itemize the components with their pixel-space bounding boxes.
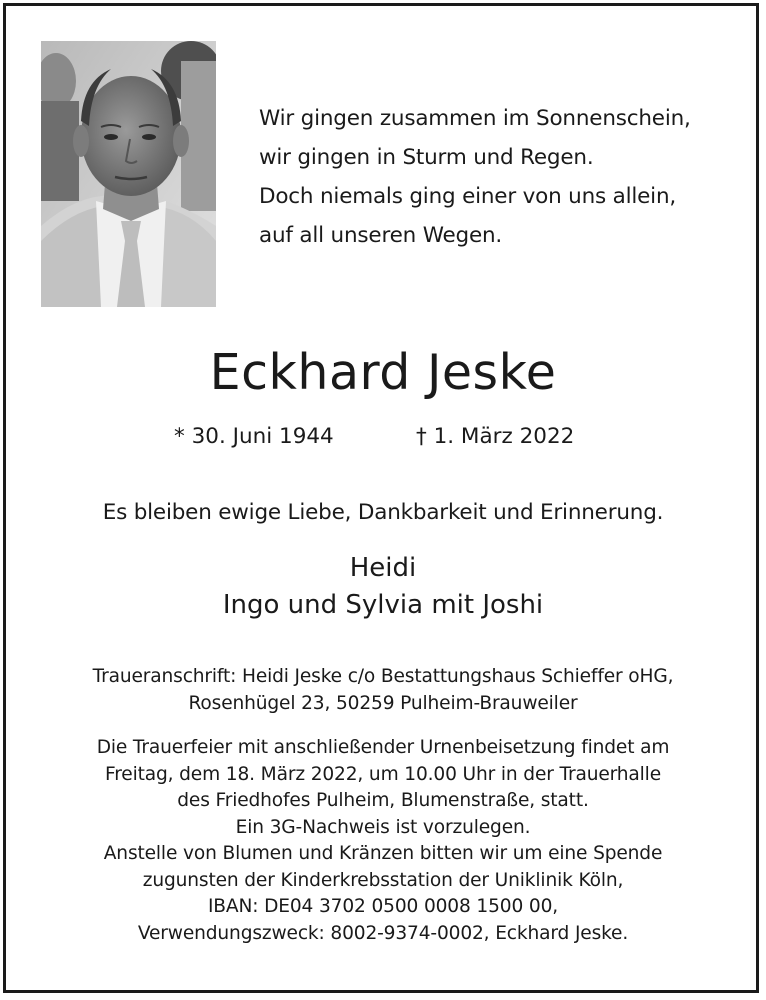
address-line: Traueranschrift: Heidi Jeske c/o Bestattungshaus Schieffer oHG, bbox=[92, 666, 674, 687]
ceremony-line: Ein 3G-Nachweis ist vorzulegen. bbox=[235, 816, 531, 838]
family-line: Ingo und Sylvia mit Joshi bbox=[222, 590, 544, 620]
ceremony-line: zugunsten der Kinderkrebsstation der Uniklinik Köln, bbox=[142, 869, 624, 891]
poem-line: Wir gingen zusammen im Sonnenschein, bbox=[259, 106, 691, 131]
poem bbox=[259, 99, 739, 255]
address-line: Rosenhügel 23, 50259 Pulheim-Brauweiler bbox=[188, 692, 578, 714]
remembrance-sentence: Es bleiben ewige Liebe, Dankbarkeit und Erinnerung. bbox=[102, 500, 664, 525]
ceremony-line: des Friedhofes Pulheim, Blumenstraße, statt. bbox=[177, 790, 589, 811]
ceremony-line: Verwendungszweck: 8002-9374-0002, Eckhard Jeske. bbox=[137, 922, 629, 944]
family-line: Heidi bbox=[349, 553, 417, 583]
poem-line: wir gingen in Sturm und Regen. bbox=[259, 145, 594, 170]
ceremony-line: Die Trauerfeier mit anschließender Urnenbeisetzung findet am bbox=[96, 737, 670, 758]
ceremony-line: Freitag, dem 18. März 2022, um 10.00 Uhr in der Trauerhalle bbox=[105, 763, 661, 785]
family-names bbox=[0, 550, 766, 624]
portrait-photo bbox=[41, 41, 216, 307]
deceased-name: Eckhard Jeske bbox=[209, 344, 557, 401]
ceremony-line: Anstelle von Blumen und Kränzen bitten wir um eine Spende bbox=[103, 843, 663, 864]
poem-line: auf all unseren Wegen. bbox=[259, 223, 503, 248]
ceremony-details bbox=[0, 735, 766, 947]
birth-date: * 30. Juni 1944 bbox=[174, 424, 334, 449]
death-date: † 1. März 2022 bbox=[416, 424, 575, 449]
poem-line: Doch niemals ging einer von uns allein, bbox=[259, 184, 677, 209]
mourning-address bbox=[0, 664, 766, 717]
ceremony-line: IBAN: DE04 3702 0500 0008 1500 00, bbox=[207, 896, 559, 917]
